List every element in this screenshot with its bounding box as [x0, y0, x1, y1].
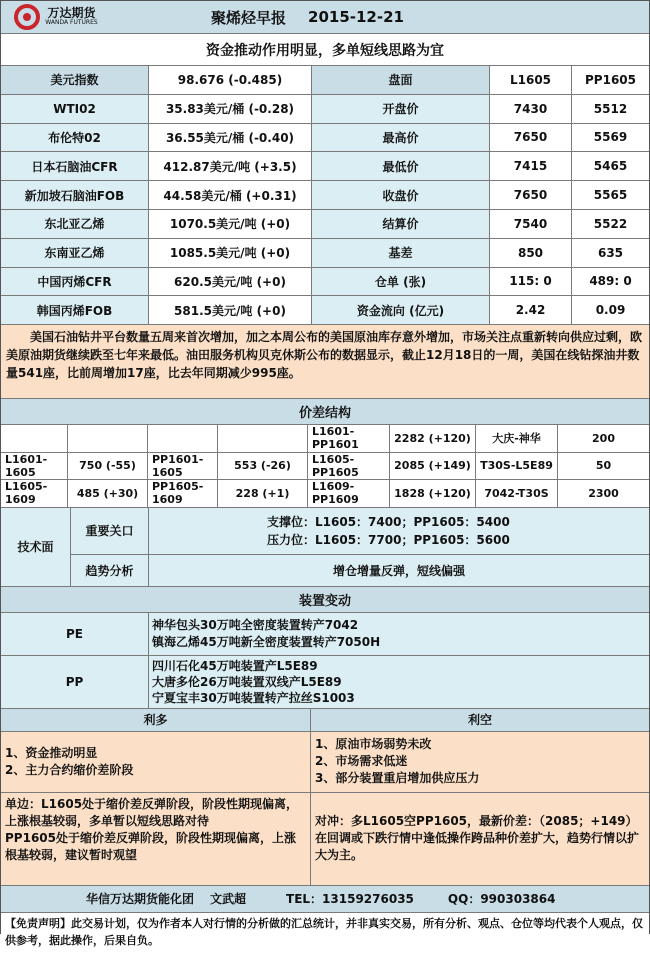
device-pp	[1, 656, 649, 709]
resistance-level: 压力位：L1605：7700；PP1605：5600	[267, 532, 510, 547]
spread-row	[1, 480, 649, 508]
report-date: 2015-12-21	[308, 8, 404, 26]
pp1605-value: 5512	[572, 95, 649, 123]
indicator-name: 东南亚乙烯	[1, 239, 149, 267]
factor-headers	[1, 709, 649, 732]
spread-cell: 750 (-55)	[68, 453, 148, 480]
indicator-value: 1070.5美元/吨 (+0)	[149, 210, 312, 238]
futures-item: 最高价	[312, 124, 490, 152]
spread-cell: 50	[595, 459, 612, 473]
indicator-name: 美元指数	[1, 66, 149, 94]
report-header	[1, 1, 649, 34]
headline: 资金推动作用明显，多单短线思路为宜	[1, 34, 649, 66]
indicator-name: WTI02	[1, 95, 149, 123]
pp-change-item: 四川石化45万吨装置产L5E89	[152, 658, 318, 673]
l1605-value: 2.42	[490, 296, 572, 324]
pp-change-item: 宁夏宝丰30万吨装置转产拉丝S1003	[152, 690, 355, 705]
futures-item: 最低价	[312, 152, 490, 180]
spread-cell: PP1605-1609	[148, 480, 218, 507]
l1605-value: 7540	[490, 210, 572, 238]
bear-factor: 2、市场需求低迷	[315, 754, 408, 769]
spread-cell: 228 (+1)	[218, 480, 308, 507]
pe-list	[149, 613, 649, 655]
indicator-name: 新加坡石脑油FOB	[1, 181, 149, 209]
bull-list	[1, 732, 311, 792]
technical-label: 技术面	[1, 508, 71, 586]
l1605-value: L1605	[490, 66, 572, 94]
bull-factor: 1、资金推动明显	[5, 745, 98, 760]
contact-org: 华信万达期货能化团	[86, 892, 195, 907]
market-row	[1, 152, 649, 181]
spread-cell: L1605-1609	[1, 480, 68, 507]
spread-cell: L1609-PP1609	[308, 480, 390, 507]
spread-cell: 1828 (+120)	[390, 480, 476, 507]
spread-cell: T30S-L5E89	[476, 453, 558, 480]
logo-subtitle: WANDA FUTURES	[45, 19, 98, 27]
contact-author: 文武超	[210, 892, 247, 907]
pe-label: PE	[1, 613, 149, 655]
pe-change-item: 神华包头30万吨全密度装置转产7042	[152, 617, 359, 632]
spread-row	[1, 425, 649, 453]
spread-cell	[1, 425, 68, 452]
spread-row	[1, 453, 649, 481]
l1605-value: 7650	[490, 124, 572, 152]
market-row	[1, 66, 649, 95]
spread-cell: 2085 (+149)	[390, 453, 476, 480]
contact-bar	[1, 886, 649, 913]
market-table	[1, 66, 649, 325]
spread-cell: 200	[592, 431, 615, 445]
device-pe	[1, 613, 649, 656]
indicator-value: 412.87美元/吨 (+3.5)	[149, 152, 312, 180]
factor-body	[1, 732, 649, 793]
l1605-value: 7430	[490, 95, 572, 123]
futures-item: 资金流向 (亿元)	[312, 296, 490, 324]
market-row	[1, 268, 649, 297]
pp-change-item: 大唐多伦26万吨装置双线产L5E89	[152, 674, 342, 689]
indicator-name: 韩国丙烯FOB	[1, 296, 149, 324]
pp1605-value: 5522	[572, 210, 649, 238]
pp1605-value: 5569	[572, 124, 649, 152]
support-level: 支撑位：L1605：7400；PP1605：5400	[267, 514, 510, 529]
l1605-value: 115: 0	[490, 268, 572, 296]
spread-cell	[148, 425, 218, 452]
spread-cell: 553 (-26)	[218, 453, 308, 480]
market-row	[1, 95, 649, 124]
market-row	[1, 239, 649, 268]
bear-factor: 1、原油市场弱势未改	[315, 737, 432, 752]
pe-change-item: 镇海乙烯45万吨新全密度装置转产7050H	[152, 634, 381, 649]
futures-item: 仓单 (张)	[312, 268, 490, 296]
indicator-value: 620.5美元/吨 (+0)	[149, 268, 312, 296]
trend-text: 增仓增量反弹，短线偏强	[332, 563, 465, 578]
spread-cell: L1601-PP1601	[308, 425, 390, 452]
pp1605-value: 635	[572, 239, 649, 267]
wanda-logo-icon	[14, 4, 42, 30]
bear-factor: 3、部分装置重启增加供应压力	[315, 771, 480, 786]
spread-cell: PP1601-1605	[148, 453, 218, 480]
futures-item: 基差	[312, 239, 490, 267]
indicator-name: 日本石脑油CFR	[1, 152, 149, 180]
futures-item: 结算价	[312, 210, 490, 238]
contact-tel: TEL：13159276035	[286, 892, 414, 907]
spread-cell: 7042-T30S	[476, 480, 558, 507]
indicator-value: 581.5美元/吨 (+0)	[149, 296, 312, 324]
spread-cell	[218, 425, 308, 452]
indicator-value: 44.58美元/桶 (+0.31)	[149, 181, 312, 209]
indicator-name: 布伦特02	[1, 124, 149, 152]
spread-table	[1, 425, 649, 508]
bear-list	[311, 732, 649, 792]
indicator-name: 中国丙烯CFR	[1, 268, 149, 296]
spread-title: 价差结构	[1, 399, 649, 425]
hedge-strategy: 对冲：多L1605空PP1605，最新价差：（2085；+149）在回调或下跌行情中逢低操作跨品种价差扩大，趋势行情以扩大为主。	[315, 814, 640, 863]
pp-list	[149, 656, 649, 708]
device-title: 装置变动	[1, 587, 649, 613]
spread-cell: L1605-PP1605	[308, 453, 390, 480]
news-paragraph: 美国石油钻井平台数量五周来首次增加，加之本周公布的美国原油库存意外增加，市场关注点重新转向供应过剩，欧美原油期货继续跌至七年来最低。油田服务机构贝克休斯公布的数据显示，截止12月18日的一周，美国在线钻探油井数量541座，比前周增加17座，比去年同期减少995座。	[1, 325, 649, 399]
futures-item: 收盘价	[312, 181, 490, 209]
technical-section	[1, 508, 649, 587]
spread-cell	[68, 425, 148, 452]
single-strategy: 单边：L1605处于缩价差反弹阶段，阶段性期现偏离，上涨根基较弱，多单暂以短线思路对待 PP1605处于缩价差反弹阶段，阶段性期现偏离，上涨根基较弱，建议暂时观望	[1, 793, 311, 885]
key-level-label: 重要关口	[71, 508, 149, 554]
spread-cell: 2300	[588, 486, 619, 500]
bear-title: 利空	[467, 713, 492, 728]
spread-cell: 大庆-神华	[476, 425, 558, 452]
market-row	[1, 296, 649, 325]
market-row	[1, 124, 649, 153]
futures-item: 盘面	[312, 66, 490, 94]
indicator-value: 36.55美元/桶 (-0.40)	[149, 124, 312, 152]
pp1605-value: 0.09	[572, 296, 649, 324]
spread-cell: 2282 (+120)	[390, 425, 476, 452]
spread-cell: L1601-1605	[1, 453, 68, 480]
pp1605-value: 5565	[572, 181, 649, 209]
report-title: 聚烯烃早报	[211, 8, 287, 27]
pp1605-value: 5465	[572, 152, 649, 180]
l1605-value: 7415	[490, 152, 572, 180]
indicator-value: 98.676 (-0.485)	[149, 66, 312, 94]
indicator-value: 1085.5美元/吨 (+0)	[149, 239, 312, 267]
contact-qq: QQ：990303864	[447, 892, 556, 907]
strategy-section	[1, 793, 649, 886]
indicator-name: 东北亚乙烯	[1, 210, 149, 238]
pp1605-value: PP1605	[572, 66, 649, 94]
pp1605-value: 489: 0	[572, 268, 649, 296]
trend-label: 趋势分析	[71, 555, 149, 586]
logo-name: 万达期货	[47, 6, 96, 21]
l1605-value: 7650	[490, 181, 572, 209]
market-row	[1, 181, 649, 210]
spread-cell: 485 (+30)	[68, 480, 148, 507]
indicator-value: 35.83美元/桶 (-0.28)	[149, 95, 312, 123]
disclaimer: 【免责声明】此交易计划，仅为作者本人对行情的分析做的汇总统计，并非真实交易，所有分析、观点、仓位等均代表个人观点，仅供参考，据此操作，后果自负。	[1, 913, 649, 955]
market-row	[1, 210, 649, 239]
pp-label: PP	[1, 656, 149, 708]
bull-factor: 2、主力合约缩价差阶段	[5, 762, 134, 777]
logo	[1, 1, 111, 33]
bull-title: 利多	[1, 709, 311, 731]
l1605-value: 850	[490, 239, 572, 267]
futures-item: 开盘价	[312, 95, 490, 123]
